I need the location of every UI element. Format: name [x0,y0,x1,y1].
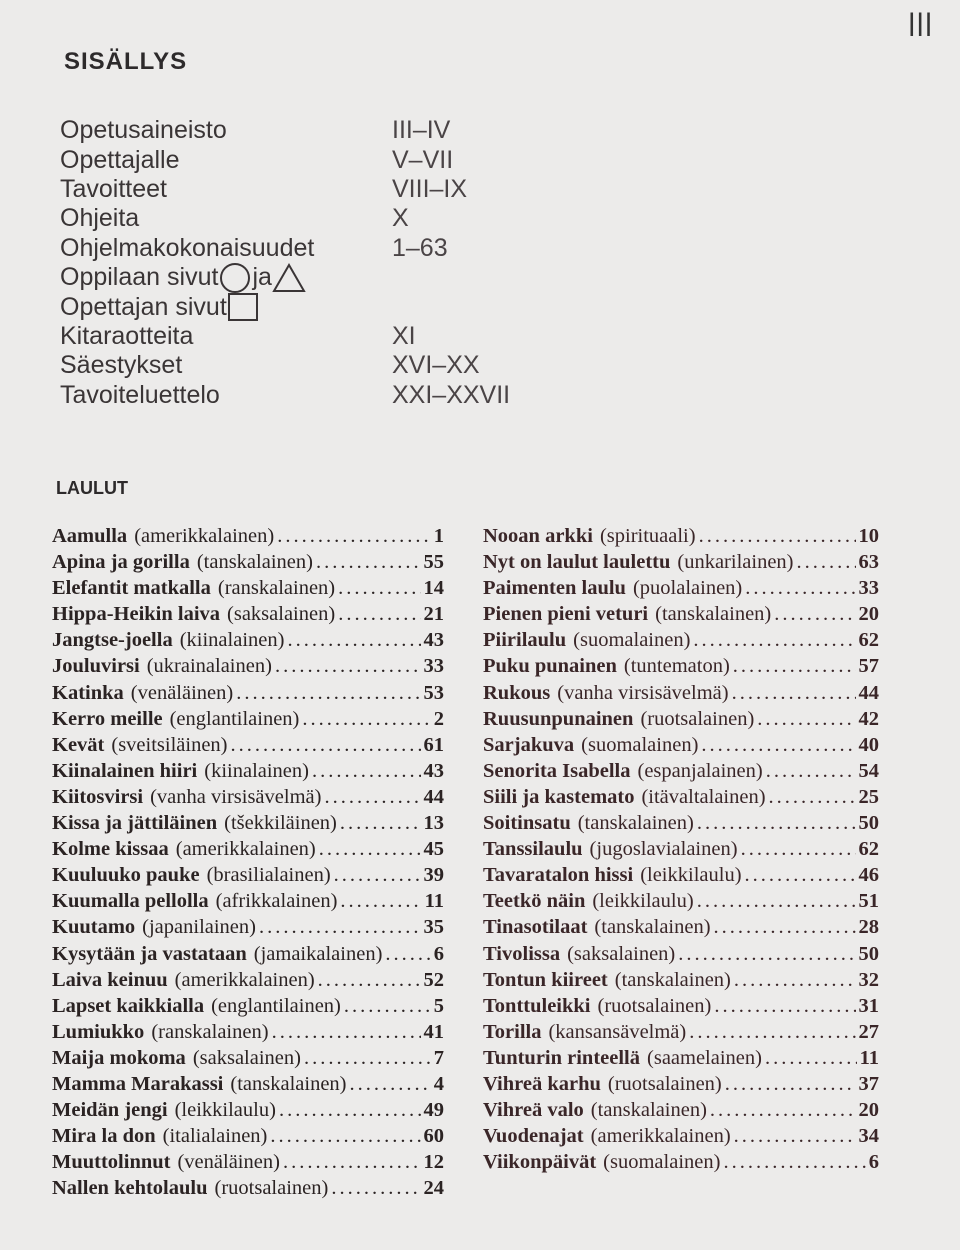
dot-leader [774,603,855,626]
song-origin: (ruotsalainen) [597,994,712,1017]
song-entry [52,655,444,681]
song-entry [52,1151,444,1177]
song-entry [483,1021,879,1047]
song-page: 20 [858,603,879,626]
song-title: Torilla [483,1020,542,1043]
song-page: 20 [858,1099,879,1122]
song-origin: (amerikkalainen) [174,968,315,991]
song-page: 33 [423,655,444,678]
song-page: 6 [433,942,444,965]
song-title: Tavaratalon hissi [483,864,634,887]
song-page: 49 [423,1099,444,1122]
dot-leader [725,1073,856,1096]
song-entry [52,943,444,969]
toc-label: Opetusaineisto [60,116,227,145]
square-icon [227,292,259,322]
dot-leader [723,1151,865,1174]
song-origin: (kansansävelmä) [548,1020,687,1043]
song-page: 44 [858,681,879,704]
song-entry [52,629,444,655]
song-title: Siili ja kastemato [483,785,635,808]
song-title: Hippa-Heikin laiva [52,603,221,626]
song-entry [483,812,879,838]
dot-leader [710,1099,856,1122]
song-title: Mira la don [52,1125,156,1148]
song-entry [52,969,444,995]
song-entry [52,838,444,864]
dot-leader [385,943,430,966]
song-page: 62 [858,629,879,652]
song-origin: (ukrainalainen) [146,655,272,678]
song-page: 42 [858,707,879,730]
dot-leader [277,525,431,548]
song-title: Kissa ja jättiläinen [52,812,218,835]
song-origin: (espanjalainen) [637,759,763,782]
page-number: III [908,6,934,44]
song-origin: (amerikkalainen) [175,838,316,861]
song-title: Kuumalla pellolla [52,890,209,913]
dot-leader [797,551,856,574]
song-entry [52,1125,444,1151]
song-page: 1 [433,525,444,547]
dot-leader [732,682,856,705]
song-origin: (englantilainen) [169,707,300,730]
song-title: Senorita Isabella [483,759,631,782]
song-origin: (leikkilaulu) [640,864,742,887]
song-page: 5 [433,994,444,1017]
song-origin: (kiinalainen) [204,759,309,782]
song-origin: (suomalainen) [581,733,699,756]
song-origin: (tšekkiläinen) [224,812,337,835]
dot-leader [769,786,856,809]
song-origin: (jugoslavialainen) [589,838,738,861]
song-origin: (tanskalainen) [577,812,694,835]
dot-leader [757,708,855,731]
dot-leader [338,577,420,600]
song-origin: (venäläinen) [130,681,234,704]
toc-value: 1–63 [392,233,448,262]
contents-list [60,116,580,410]
toc-value: X [392,204,409,233]
song-page: 31 [858,994,879,1017]
dot-leader [693,629,855,652]
dot-leader [312,760,421,783]
dot-leader [697,812,856,835]
song-entry [483,1073,879,1099]
song-origin: (ranskalainen) [217,577,336,600]
song-title: Piirilaulu [483,629,567,652]
song-entry [52,1047,444,1073]
dot-leader [259,916,421,939]
song-title: Tunturin rinteellä [483,1046,641,1069]
song-title: Kerro meille [52,707,163,730]
song-origin: (italialainen) [162,1125,268,1148]
song-page: 13 [423,812,444,835]
song-origin: (amerikkalainen) [134,525,275,547]
dot-leader [283,1151,421,1174]
song-page: 55 [423,551,444,574]
song-title: Ruusunpunainen [483,707,634,730]
dot-leader [741,838,856,861]
song-title: Tivolissa [483,942,561,965]
toc-row [60,204,580,233]
song-entry [52,1177,444,1203]
toc-row [60,322,580,351]
song-title: Tonttuleikki [483,994,591,1017]
songs-column-left [52,525,444,1203]
song-entry [483,708,879,734]
song-entry [483,577,879,603]
song-entry [483,916,879,942]
song-entry [52,734,444,760]
dot-leader [745,577,855,600]
song-title: Viikonpäivät [483,1151,597,1174]
dot-leader [697,890,856,913]
song-entry [483,1047,879,1073]
song-page: 11 [859,1046,879,1069]
song-page: 54 [858,759,879,782]
dot-leader [319,838,421,861]
toc-row [60,292,580,321]
dot-leader [734,1125,856,1148]
song-entry [52,1021,444,1047]
song-page: 43 [423,629,444,652]
dot-leader [231,734,421,757]
song-page: 6 [868,1151,879,1174]
song-title: Mamma Marakassi [52,1072,224,1095]
dot-leader [689,1021,855,1044]
toc-value: XVI–XX [392,351,480,380]
song-page: 45 [423,838,444,861]
toc-label-group [60,292,392,322]
song-title: Lumiukko [52,1020,145,1043]
song-title: Soitinsatu [483,812,571,835]
dot-leader [331,1177,420,1200]
song-title: Pienen pieni veturi [483,603,649,626]
song-title: Kevät [52,733,105,756]
dot-leader [734,969,856,992]
song-entry [483,943,879,969]
song-origin: (englantilainen) [211,994,341,1017]
song-title: Nallen kehtolaulu [52,1177,208,1200]
song-origin: (tuntematon) [623,655,730,678]
song-origin: (tanskalainen) [614,968,731,991]
song-title: Kiitosvirsi [52,785,144,808]
song-entry [483,734,879,760]
circle-icon [218,263,252,293]
song-origin: (amerikkalainen) [590,1125,731,1148]
song-page: 46 [858,864,879,887]
song-page: 32 [858,968,879,991]
song-entry [52,1099,444,1125]
song-origin: (tanskalainen) [196,551,313,574]
song-title: Nyt on laulut laulettu [483,551,671,574]
dot-leader [236,682,420,705]
song-page: 50 [858,942,879,965]
toc-value: XI [392,321,416,350]
song-origin: (vanha virsisävelmä) [557,681,729,704]
toc-value: V–VII [392,145,454,174]
dot-leader [765,1047,857,1070]
song-page: 52 [423,968,444,991]
song-origin: (ranskalainen) [151,1020,269,1043]
song-origin: (tanskalainen) [594,916,711,939]
song-page: 28 [858,916,879,939]
song-title: Katinka [52,681,124,704]
song-origin: (unkarilainen) [677,551,794,574]
dot-leader [270,1125,420,1148]
song-page: 41 [423,1020,444,1043]
song-page: 40 [858,733,879,756]
toc-row [60,234,580,263]
song-title: Rukous [483,681,551,704]
dot-leader [678,943,855,966]
toc-value: III–IV [392,116,451,145]
song-title: Lapset kaikkialla [52,994,205,1017]
dot-leader [766,760,856,783]
song-origin: (tanskalainen) [230,1072,347,1095]
dot-leader [334,864,421,887]
toc-label: Tavoiteluettelo [60,380,220,409]
dot-leader [714,916,856,939]
song-entry [483,551,879,577]
song-page: 39 [423,864,444,887]
song-entry [483,1125,879,1151]
song-entry [483,969,879,995]
song-entry [52,995,444,1021]
dot-leader [279,1099,421,1122]
song-origin: (tanskalainen) [590,1099,707,1122]
song-entry [483,838,879,864]
song-page: 27 [858,1020,879,1043]
song-entry [483,1099,879,1125]
song-origin: (vanha virsisävelmä) [150,785,322,808]
song-origin: (saksalainen) [567,942,676,965]
song-entry [483,1151,879,1177]
song-entry [483,603,879,629]
song-title: Jangtse-joella [52,629,173,652]
toc-value: VIII–IX [392,174,468,203]
song-origin: (saksalainen) [227,603,336,626]
song-title: Maija mokoma [52,1046,186,1069]
song-title: Kuuluuko pauke [52,864,200,887]
triangle-icon [272,263,306,293]
dot-leader [733,655,856,678]
song-page: 33 [858,577,879,600]
toc-row [60,351,580,380]
song-page: 34 [858,1125,879,1148]
song-origin: (itävaltalainen) [641,785,766,808]
dot-leader [699,525,856,548]
song-page: 21 [423,603,444,626]
song-page: 11 [424,890,444,913]
song-title: Apina ja gorilla [52,551,190,574]
song-title: Vihreä karhu [483,1072,601,1095]
dot-leader [745,864,856,887]
song-title: Teetkö näin [483,890,586,913]
dot-leader [302,708,430,731]
dot-leader [338,603,420,626]
song-origin: (saamelainen) [647,1046,762,1069]
toc-row [60,175,580,204]
song-page: 14 [423,577,444,600]
song-page: 12 [423,1151,444,1174]
song-title: Nooan arkki [483,525,593,547]
song-entry [483,995,879,1021]
song-page: 4 [433,1072,444,1095]
toc-label: Säestykset [60,351,183,380]
toc-row [60,116,580,145]
song-origin: (leikkilaulu) [174,1099,276,1122]
song-entry [52,864,444,890]
song-page: 43 [423,759,444,782]
song-page: 35 [423,916,444,939]
toc-label: Opettajan sivut [60,292,227,321]
toc-label-group [60,263,392,293]
dot-leader [701,734,855,757]
song-title: Tanssilaulu [483,838,583,861]
song-page: 44 [423,785,444,808]
song-entry [52,786,444,812]
song-origin: (kiinalainen) [179,629,285,652]
toc-label: Tavoitteet [60,174,168,203]
song-title: Jouluvirsi [52,655,140,678]
song-origin: (suomalainen) [603,1151,721,1174]
song-title: Vihreä valo [483,1099,584,1122]
songs-column-right [483,525,879,1177]
song-entry [52,916,444,942]
song-page: 2 [433,707,444,730]
song-origin: (puolalainen) [632,577,743,600]
dot-leader [350,1073,431,1096]
toc-label: Ohjeita [60,204,140,233]
dot-leader [287,629,420,652]
toc-row [60,381,580,410]
dot-leader [316,551,421,574]
song-page: 10 [858,525,879,547]
song-title: Laiva keinuu [52,968,168,991]
toc-label-conjunction: ja [252,263,272,292]
song-title: Puku punainen [483,655,617,678]
song-entry [483,682,879,708]
dot-leader [304,1047,431,1070]
song-origin: (brasilialainen) [206,864,331,887]
dot-leader [340,890,421,913]
song-entry [52,812,444,838]
song-title: Elefantit matkalla [52,577,211,600]
dot-leader [340,812,421,835]
song-origin: (leikkilaulu) [592,890,694,913]
song-title: Kiinalainen hiiri [52,759,198,782]
song-page: 25 [858,785,879,808]
song-entry [483,890,879,916]
song-page: 62 [858,838,879,861]
song-title: Tontun kiireet [483,968,608,991]
toc-label: Ohjelmakokonaisuudet [60,233,315,262]
song-origin: (saksalainen) [192,1046,301,1069]
song-entry [52,603,444,629]
song-title: Kolme kissaa [52,838,169,861]
song-origin: (ruotsalainen) [640,707,755,730]
song-entry [483,864,879,890]
song-title: Vuodenajat [483,1125,584,1148]
song-origin: (venäläinen) [177,1151,280,1174]
song-title: Kuutamo [52,916,136,939]
dot-leader [275,655,421,678]
song-origin: (afrikkalainen) [215,890,338,913]
dot-leader [344,995,431,1018]
song-entry [52,551,444,577]
song-title: Sarjakuva [483,733,575,756]
contents-heading: SISÄLLYS [64,48,188,75]
song-origin: (japanilainen) [142,916,256,939]
dot-leader [714,995,855,1018]
dot-leader [272,1021,421,1044]
song-origin: (jamaikalainen) [253,942,383,965]
dot-leader [318,969,421,992]
song-page: 51 [858,890,879,913]
dot-leader [324,786,420,809]
song-origin: (spirituaali) [599,525,696,547]
song-entry [483,655,879,681]
toc-row [60,263,580,292]
song-page: 37 [858,1072,879,1095]
song-origin: (tanskalainen) [655,603,772,626]
song-entry [483,525,879,551]
song-origin: (suomalainen) [573,629,691,652]
song-title: Aamulla [52,525,128,547]
song-entry [52,682,444,708]
song-entry [483,629,879,655]
song-title: Tinasotilaat [483,916,588,939]
song-entry [52,577,444,603]
song-origin: (ruotsalainen) [607,1072,722,1095]
song-origin: (sveitsiläinen) [111,733,228,756]
song-title: Meidän jengi [52,1099,168,1122]
song-title: Kysytään ja vastataan [52,942,247,965]
song-page: 50 [858,812,879,835]
toc-row [60,145,580,174]
song-title: Paimenten laulu [483,577,626,600]
song-page: 53 [423,681,444,704]
song-entry [52,890,444,916]
song-title: Muuttolinnut [52,1151,171,1174]
song-page: 63 [858,551,879,574]
song-entry [52,760,444,786]
song-entry [483,760,879,786]
song-page: 24 [423,1177,444,1200]
song-entry [52,708,444,734]
song-entry [483,786,879,812]
song-entry [52,525,444,551]
song-page: 7 [433,1046,444,1069]
toc-label: Opettajalle [60,145,180,174]
toc-value: XXI–XXVII [392,380,511,409]
song-page: 57 [858,655,879,678]
toc-label: Kitaraotteita [60,321,194,350]
toc-label: Oppilaan sivut [60,263,219,292]
song-entry [52,1073,444,1099]
song-page: 61 [423,733,444,756]
song-page: 60 [423,1125,444,1148]
song-origin: (ruotsalainen) [214,1177,329,1200]
songs-heading: LAULUT [56,478,128,498]
